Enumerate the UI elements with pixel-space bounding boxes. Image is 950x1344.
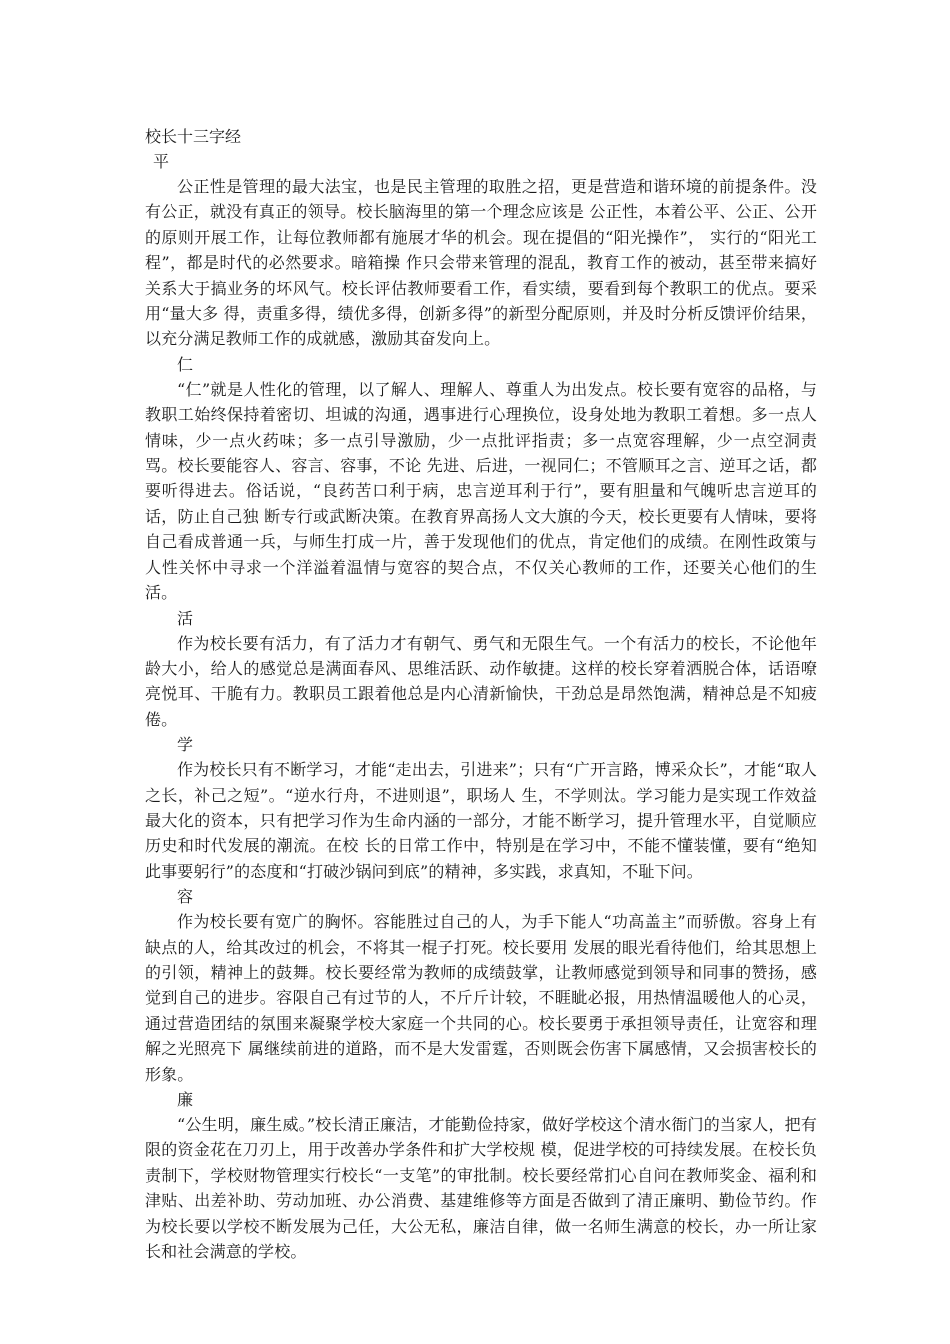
section-body: “仁”就是人性化的管理，以了解人、理解人、尊重人为出发点。校长要有宽容的品格，与教职工始终保持着密切、坦诚的沟通，遇事进行心理换位，设身处地为教职工着想。多一点人情味，少一点火药味；多一点引导激励，少一点批评指责；多一点宽容理解，少一点空洞责骂。校长要能容人、容言、容事，不论 先进、后进，一视同仁；不管顺耳之言、逆耳之话，都要听得进去。俗话说，“良药苦口利于病，忠言逆耳利于行”，要有胆量和气魄听忠言逆耳的话，防止自己独 断专行或武断决策。在教育界高扬人文大旗的今天，校长更要有人情味，要将自己看成普通一兵，与师生打成一片，善于发现他们的优点，肯定他们的成绩。在刚性政策与人性关怀中寻求一个洋溢着温情与宽容的契合点，不仅关心教师的工作，还要关心他们的生活。	[145, 379, 817, 603]
section-xue	[145, 732, 817, 884]
section-heading: 学	[177, 735, 194, 755]
section-heading: 廉	[177, 1090, 194, 1109]
section-huo	[145, 606, 817, 733]
document-page	[145, 124, 817, 1264]
section-heading: 活	[177, 608, 194, 628]
section-heading: 容	[177, 887, 194, 907]
section-ren	[145, 352, 817, 606]
section-body: 作为校长要有活力，有了活力才有朝气、勇气和无限生气。一个有活力的校长，不论他年龄大小，给人的感觉总是满面春风、思维活跃、动作敏捷。这样的校长穿着洒脱合体，话语嘹亮悦耳、干脆有力。教职员工跟着他总是内心清新愉快，干劲总是昂然饱满，精神总是不知疲倦。	[145, 633, 817, 729]
section-heading: 平	[153, 152, 170, 171]
section-ping	[145, 149, 817, 352]
section-body: 公正性是管理的最大法宝，也是民主管理的取胜之招，更是营造和谐环境的前提条件。没有公正，就没有真正的领导。校长脑海里的第一个理念应该是 公正性，本着公平、公正、公开的原则开展工作，让每位教师都有施展才华的机会。现在提倡的“阳光操作”， 实行的“阳光工程”，都是时代的必然要求。暗箱操 作只会带来管理的混乱，教育工作的被动，甚至带来搞好关系大于搞业务的坏风气。校长评估教师要看工作，看实绩，要看到每个教职工的优点。要采用“量大多 得，责重多得，绩优多得，创新多得”的新型分配原则，并及时分析反馈评价结果，以充分满足教师工作的成就感，激励其奋发向上。	[145, 177, 817, 349]
section-lian	[145, 1087, 817, 1264]
document-title: 校长十三字经	[145, 127, 242, 146]
section-heading: 仁	[177, 354, 194, 374]
section-body: “公生明，廉生威。”校长清正廉洁，才能勤俭持家，做好学校这个清水衙门的当家人，把有限的资金花在刀刃上，用于改善办学条件和扩大学校规 模，促进学校的可持续发展。在校长负责制下，学校财物管理实行校长“一支笔”的审批制。校长要经常扪心自问在教师奖金、福利和津贴、出差补助、劳动加班、办公消费、基建维修等方面是否做到了清正廉明、勤俭节约。作为校长要以学校不断发展为己任，大公无私，廉洁自律，做一名师生满意的校长，办一所让家长和社会满意的学校。	[145, 1115, 817, 1262]
section-body: 作为校长只有不断学习，才能“走出去，引进来”；只有“广开言路，博采众长”，才能“取人之长，补己之短”。“逆水行舟，不进则退”，职场人 生，不学则汰。学习能力是实现工作效益最大化的资本，只有把学习作为生命内涵的一部分，才能不断学习，提升管理水平，自觉顺应历史和时代发展的潮流。在校 长的日常工作中，特别是在学习中，不能不懂装懂，要有“绝知此事要躬行”的态度和“打破沙锅问到底”的精神，多实践，求真知，不耻下问。	[145, 760, 817, 881]
section-rong	[145, 884, 817, 1087]
section-body: 作为校长要有宽广的胸怀。容能胜过自己的人，为手下能人“功高盖主”而骄傲。容身上有缺点的人，给其改过的机会，不将其一棍子打死。校长要用 发展的眼光看待他们，给其思想上的引领，精神上的鼓舞。校长要经常为教师的成绩鼓掌，让教师感觉到领导和同事的赞扬，感觉到自己的进步。容限自己有过节的人，不斤斤计较，不睚眦必报，用热情温暖他人的心灵，通过营造团结的氛围来凝聚学校大家庭一个共同的心。校长要勇于承担领导责任，让宽容和理解之光照亮下 属继续前进的道路，而不是大发雷霆，否则既会伤害下属感情，又会损害校长的形象。	[145, 912, 817, 1084]
